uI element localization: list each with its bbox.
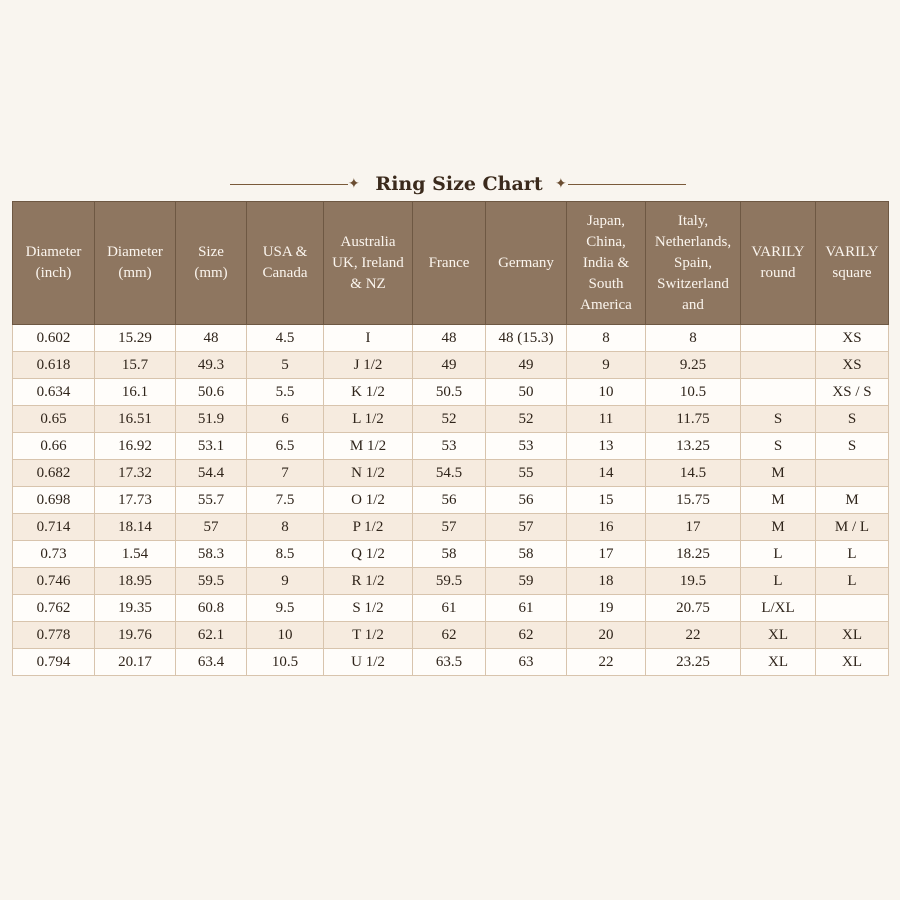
table-cell: 56 (486, 487, 567, 514)
table-cell: J 1/2 (324, 352, 413, 379)
table-cell: S 1/2 (324, 595, 413, 622)
column-header-line: Canada (262, 265, 308, 281)
table-cell: P 1/2 (324, 514, 413, 541)
table-cell: 0.682 (13, 460, 95, 487)
table-cell: 0.746 (13, 568, 95, 595)
table-cell: 10 (247, 622, 324, 649)
table-cell: 58 (486, 541, 567, 568)
table-cell (741, 325, 816, 352)
table-cell: 23.25 (646, 649, 741, 676)
table-cell: S (741, 433, 816, 460)
table-cell: 10.5 (646, 379, 741, 406)
table-row (13, 406, 889, 433)
table-cell: 20.17 (95, 649, 176, 676)
table-cell: 22 (567, 649, 646, 676)
table-cell: 53.1 (176, 433, 247, 460)
table-cell: 19.76 (95, 622, 176, 649)
table-cell: 57 (176, 514, 247, 541)
table-cell: 16.1 (95, 379, 176, 406)
table-cell: M (741, 514, 816, 541)
table-cell: M / L (816, 514, 889, 541)
table-cell: 0.698 (13, 487, 95, 514)
table-row (13, 595, 889, 622)
table-cell: Q 1/2 (324, 541, 413, 568)
table-cell: 15.75 (646, 487, 741, 514)
table-cell: 15.7 (95, 352, 176, 379)
table-cell (816, 460, 889, 487)
table-cell: 11 (567, 406, 646, 433)
table-cell: 8.5 (247, 541, 324, 568)
table-cell: 16.92 (95, 433, 176, 460)
table-cell: S (741, 406, 816, 433)
table-cell: N 1/2 (324, 460, 413, 487)
table-cell (741, 352, 816, 379)
table-cell (816, 595, 889, 622)
table-cell: 57 (486, 514, 567, 541)
sparkle-icon: ✦ (348, 176, 360, 192)
table-cell: 17 (646, 514, 741, 541)
table-cell: 14 (567, 460, 646, 487)
table-cell: 48 (176, 325, 247, 352)
column-header-line: VARILY (825, 244, 879, 260)
table-cell: 9.25 (646, 352, 741, 379)
table-cell: L (816, 568, 889, 595)
column-header-line: (inch) (35, 265, 72, 281)
column-header (176, 202, 247, 325)
column-header-line: India & (582, 254, 630, 271)
table-cell: K 1/2 (324, 379, 413, 406)
table-cell: 6.5 (247, 433, 324, 460)
table-cell: 57 (413, 514, 486, 541)
table-cell: 48 (413, 325, 486, 352)
table-cell: 59 (486, 568, 567, 595)
table-cell: 9.5 (247, 595, 324, 622)
column-header-line: Diameter (25, 244, 82, 260)
table-cell: 0.66 (13, 433, 95, 460)
table-cell: 63.5 (413, 649, 486, 676)
table-row (13, 487, 889, 514)
table-cell: 63 (486, 649, 567, 676)
column-header-line: America (580, 296, 632, 313)
column-header (567, 202, 646, 325)
table-cell: 9 (247, 568, 324, 595)
table-cell: 0.778 (13, 622, 95, 649)
table-cell: 54.4 (176, 460, 247, 487)
column-header (646, 202, 741, 325)
table-cell: 59.5 (413, 568, 486, 595)
table-cell: 58.3 (176, 541, 247, 568)
column-header (13, 202, 95, 325)
table-cell: 59.5 (176, 568, 247, 595)
table-cell: 48 (15.3) (486, 325, 567, 352)
table-cell: I (324, 325, 413, 352)
table-cell: M 1/2 (324, 433, 413, 460)
table-cell: L (741, 568, 816, 595)
ring-size-table (12, 201, 889, 676)
table-cell: 54.5 (413, 460, 486, 487)
table-cell: 15.29 (95, 325, 176, 352)
table-cell: XL (816, 622, 889, 649)
table-cell: L (741, 541, 816, 568)
table-cell: L 1/2 (324, 406, 413, 433)
title-divider-left (230, 184, 348, 185)
page-title: Ring Size Chart (375, 173, 543, 195)
column-header-line: Diameter (107, 244, 163, 260)
table-cell: 16.51 (95, 406, 176, 433)
table-cell: 50.5 (413, 379, 486, 406)
table-cell: 50.6 (176, 379, 247, 406)
column-header-line: round (760, 265, 796, 281)
table-cell: 52 (486, 406, 567, 433)
table-cell: 0.618 (13, 352, 95, 379)
table-cell: 8 (567, 325, 646, 352)
table-cell: 0.794 (13, 649, 95, 676)
column-header (816, 202, 889, 325)
table-cell: XS (816, 325, 889, 352)
table-cell: 1.54 (95, 541, 176, 568)
column-header (486, 202, 567, 325)
table-cell: 20.75 (646, 595, 741, 622)
table-cell: 0.714 (13, 514, 95, 541)
table-cell: 20 (567, 622, 646, 649)
table-cell: 17.32 (95, 460, 176, 487)
table-cell: 18.95 (95, 568, 176, 595)
column-header-line: Japan, (587, 212, 625, 229)
table-cell: 63.4 (176, 649, 247, 676)
table-cell: L (816, 541, 889, 568)
table-cell: 49 (413, 352, 486, 379)
column-header-line: (mm) (118, 265, 152, 281)
table-cell: 0.762 (13, 595, 95, 622)
table-cell: 60.8 (176, 595, 247, 622)
table-cell: 53 (413, 433, 486, 460)
table-cell: 61 (486, 595, 567, 622)
table-cell: 5 (247, 352, 324, 379)
table-cell: 13 (567, 433, 646, 460)
column-header-line: China, (586, 233, 626, 250)
table-cell: 17 (567, 541, 646, 568)
chart-title-row (0, 168, 900, 200)
table-cell: 5.5 (247, 379, 324, 406)
column-header-line: & NZ (350, 275, 386, 292)
table-cell: 0.602 (13, 325, 95, 352)
table-cell: 61 (413, 595, 486, 622)
column-header (247, 202, 324, 325)
table-cell: 16 (567, 514, 646, 541)
column-header-line: VARILY (751, 244, 805, 260)
table-cell: L/XL (741, 595, 816, 622)
column-header-line: and (682, 296, 704, 313)
table-cell: 52 (413, 406, 486, 433)
column-header (741, 202, 816, 325)
column-header-line: UK, Ireland (332, 254, 404, 271)
table-cell: 0.634 (13, 379, 95, 406)
table-cell: 62 (413, 622, 486, 649)
table-body (13, 325, 889, 676)
table-cell: XL (816, 649, 889, 676)
table-row (13, 514, 889, 541)
table-row (13, 325, 889, 352)
table-cell: 7 (247, 460, 324, 487)
table-cell: 10.5 (247, 649, 324, 676)
title-divider-right (568, 184, 686, 185)
table-cell: XL (741, 622, 816, 649)
table-cell: 22 (646, 622, 741, 649)
table-row (13, 541, 889, 568)
column-header (95, 202, 176, 325)
table-cell: 49 (486, 352, 567, 379)
column-header-line: Italy, (677, 212, 709, 229)
table-cell: 8 (247, 514, 324, 541)
table-cell: 0.73 (13, 541, 95, 568)
column-header-line: Size (198, 244, 224, 260)
table-cell: M (741, 487, 816, 514)
table-cell: 18 (567, 568, 646, 595)
table-row (13, 433, 889, 460)
column-header-line: Netherlands, (654, 233, 732, 250)
column-header (324, 202, 413, 325)
table-row (13, 379, 889, 406)
table-cell: XS (816, 352, 889, 379)
column-header-line: (mm) (194, 265, 228, 281)
table-cell: 53 (486, 433, 567, 460)
table-cell: 62.1 (176, 622, 247, 649)
table-cell: R 1/2 (324, 568, 413, 595)
column-header-line: Australia (340, 233, 396, 250)
column-header-line: square (832, 265, 872, 281)
table-cell: 50 (486, 379, 567, 406)
table-cell: XL (741, 649, 816, 676)
table-cell: M (741, 460, 816, 487)
table-cell: 17.73 (95, 487, 176, 514)
table-cell: M (816, 487, 889, 514)
table-row (13, 622, 889, 649)
table-cell: 10 (567, 379, 646, 406)
table-cell: U 1/2 (324, 649, 413, 676)
table-cell: 56 (413, 487, 486, 514)
table-cell: 51.9 (176, 406, 247, 433)
table-cell: 13.25 (646, 433, 741, 460)
table-cell: 55.7 (176, 487, 247, 514)
table-cell: 14.5 (646, 460, 741, 487)
table-cell: 62 (486, 622, 567, 649)
column-header-line: USA & (262, 244, 308, 260)
table-cell: 19 (567, 595, 646, 622)
table-row (13, 352, 889, 379)
column-header-line: France (428, 254, 470, 271)
table-cell: 49.3 (176, 352, 247, 379)
table-cell: 18.25 (646, 541, 741, 568)
table-row (13, 568, 889, 595)
table-cell: 7.5 (247, 487, 324, 514)
sparkle-icon: ✦ (555, 176, 567, 192)
table-cell: 19.5 (646, 568, 741, 595)
table-cell: 0.65 (13, 406, 95, 433)
table-cell: 11.75 (646, 406, 741, 433)
table-cell: S (816, 433, 889, 460)
table-cell: 8 (646, 325, 741, 352)
column-header-line: Germany (498, 254, 554, 271)
column-header-line: Switzerland (657, 275, 729, 292)
table-row (13, 460, 889, 487)
table-cell: 19.35 (95, 595, 176, 622)
table-cell (741, 379, 816, 406)
table-header-row (13, 202, 889, 325)
column-header-line: South (588, 275, 624, 292)
table-cell: 6 (247, 406, 324, 433)
table-cell: S (816, 406, 889, 433)
table-cell: 55 (486, 460, 567, 487)
table-cell: 18.14 (95, 514, 176, 541)
table-row (13, 649, 889, 676)
table-cell: XS / S (816, 379, 889, 406)
table-cell: 15 (567, 487, 646, 514)
table-cell: 58 (413, 541, 486, 568)
table-cell: O 1/2 (324, 487, 413, 514)
table-cell: T 1/2 (324, 622, 413, 649)
column-header-line: Spain, (674, 254, 712, 271)
table-cell: 4.5 (247, 325, 324, 352)
table-cell: 9 (567, 352, 646, 379)
column-header (413, 202, 486, 325)
